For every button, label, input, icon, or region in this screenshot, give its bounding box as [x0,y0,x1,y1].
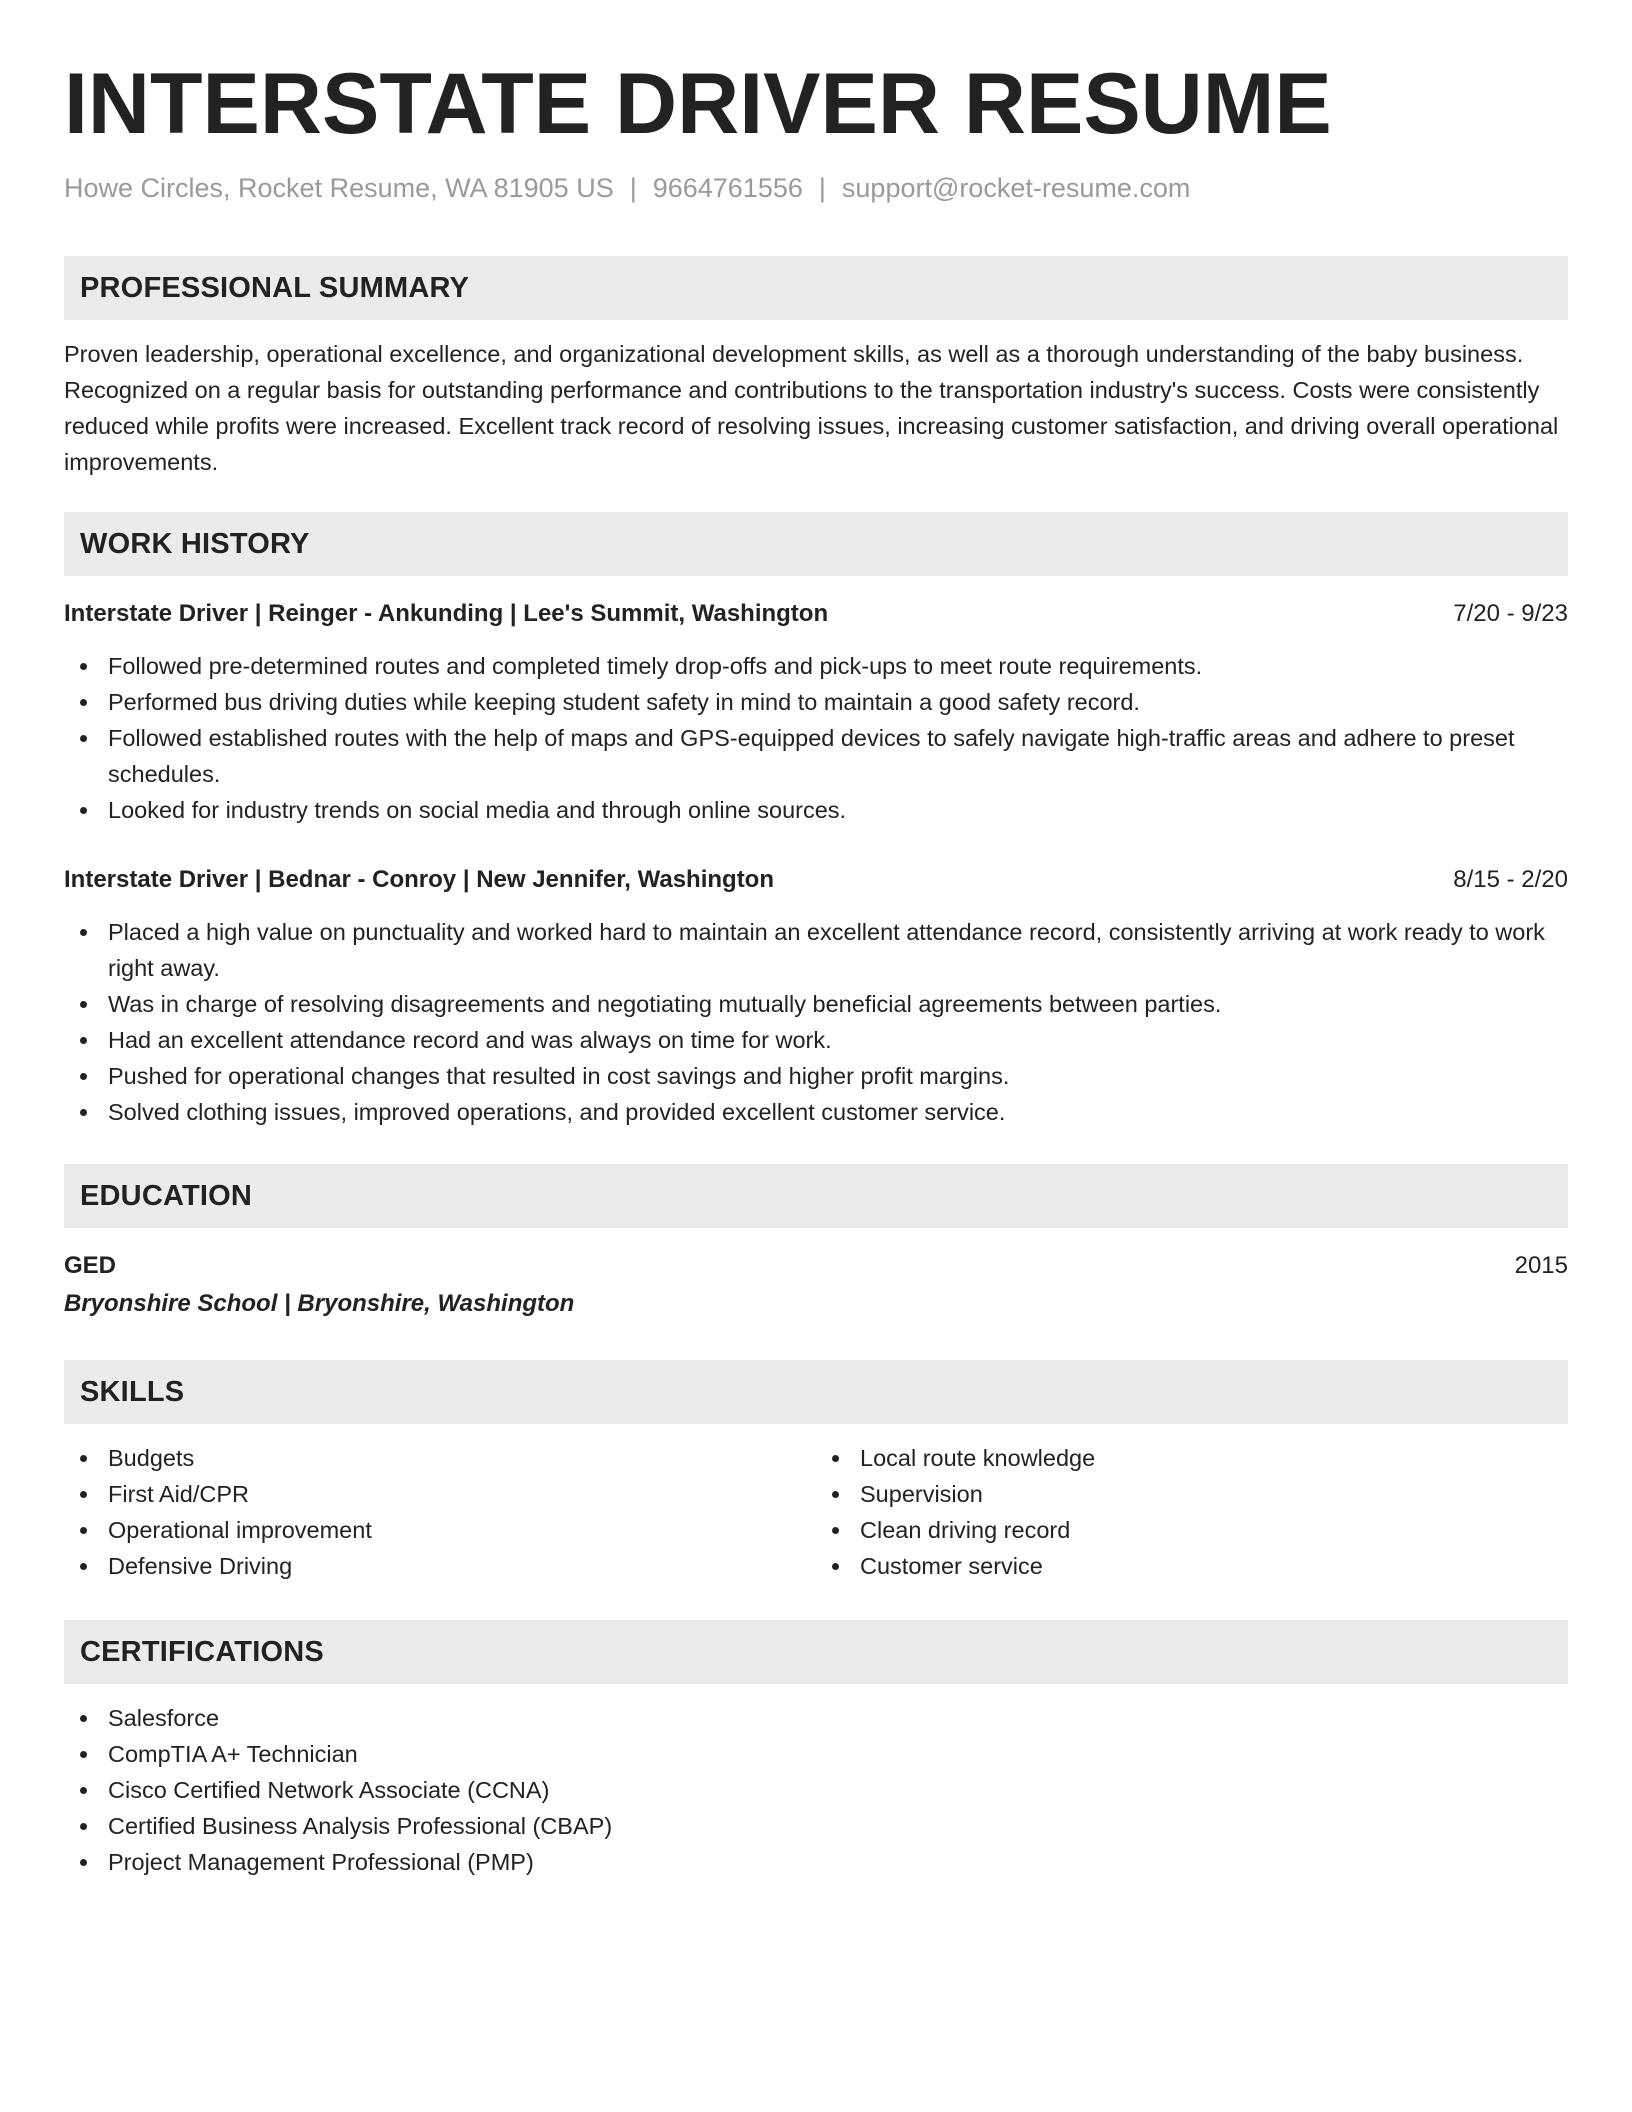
certification-item: Project Management Professional (PMP) [64,1844,1568,1880]
education-degree: GED [64,1252,117,1279]
job-bullet: Solved clothing issues, improved operations, and provided excellent customer service. [64,1094,1568,1130]
skill-item: Budgets [64,1440,816,1476]
skills-list [816,1440,1568,1584]
job-dates: 7/20 - 9/23 [1453,600,1568,627]
certification-item: CompTIA A+ Technician [64,1736,1568,1772]
job-bullet: Had an excellent attendance record and was always on time for work. [64,1022,1568,1058]
section-header-skills: SKILLS [64,1360,1568,1424]
job-bullet: Placed a high value on punctuality and worked hard to maintain an excellent attendance record, consistently arriving at work ready to work right away. [64,914,1568,986]
education-heading-row [64,1248,1568,1284]
job-heading-row [64,596,1568,632]
skill-item: Clean driving record [816,1512,1568,1548]
job-bullet-list [64,914,1568,1130]
job-entry [64,862,1568,1130]
skills-list [64,1440,816,1584]
job-bullet: Pushed for operational changes that resulted in cost savings and higher profit margins. [64,1058,1568,1094]
education-year: 2015 [1514,1252,1568,1279]
contact-email: support@rocket-resume.com [841,173,1191,203]
job-bullet-list [64,648,1568,828]
section-header-education: EDUCATION [64,1164,1568,1228]
contact-phone: 9664761556 [652,173,803,203]
job-bullet: Looked for industry trends on social media and through online sources. [64,792,1568,828]
skill-item: Local route knowledge [816,1440,1568,1476]
resume-title: INTERSTATE DRIVER RESUME [64,56,1332,152]
contact-line [64,170,1568,206]
contact-address: Howe Circles, Rocket Resume, WA 81905 US [64,173,614,203]
section-header-certifications: CERTIFICATIONS [64,1620,1568,1684]
job-heading-row [64,862,1568,898]
job-bullet: Followed pre-determined routes and completed timely drop-offs and pick-ups to meet route requirements. [64,648,1568,684]
job-bullet: Performed bus driving duties while keeping student safety in mind to maintain a good safety record. [64,684,1568,720]
job-dates: 8/15 - 2/20 [1453,866,1568,893]
section-header-summary: PROFESSIONAL SUMMARY [64,256,1568,320]
skill-item: Operational improvement [64,1512,816,1548]
education-entry [64,1248,1568,1322]
certification-item: Salesforce [64,1700,1568,1736]
skill-item: Defensive Driving [64,1548,816,1584]
job-bullet: Followed established routes with the help of maps and GPS-equipped devices to safely navigate high-traffic areas and adhere to preset schedules. [64,720,1568,792]
skill-item: First Aid/CPR [64,1476,816,1512]
summary-text: Proven leadership, operational excellence, and organizational development skills, as well as a thorough understanding of the baby business. Recognized on a regular basis for outstanding performance and contributions to the transportation industry's success. Costs were consistently reduced while profits were increased. Excellent track record of resolving issues, increasing customer satisfaction, and driving overall operational improvements. [64,341,1559,475]
education-school: Bryonshire School | Bryonshire, Washington [64,1290,575,1317]
skill-item: Supervision [816,1476,1568,1512]
section-header-work-history: WORK HISTORY [64,512,1568,576]
certifications-list [64,1700,1568,1880]
job-heading: Interstate Driver | Bednar - Conroy | New Jennifer, Washington [64,866,775,893]
job-heading: Interstate Driver | Reinger - Ankunding | Lee's Summit, Washington [64,600,829,627]
skills-column-right [816,1440,1568,1584]
job-entry [64,596,1568,828]
skill-item: Customer service [816,1548,1568,1584]
skills-column-left [64,1440,816,1584]
job-bullet: Was in charge of resolving disagreements and negotiating mutually beneficial agreements between parties. [64,986,1568,1022]
contact-separator: | [629,173,637,203]
certification-item: Cisco Certified Network Associate (CCNA) [64,1772,1568,1808]
skills-grid [64,1440,1568,1584]
certification-item: Certified Business Analysis Professional (CBAP) [64,1808,1568,1844]
certifications-block [64,1700,1568,1880]
contact-separator: | [818,173,826,203]
